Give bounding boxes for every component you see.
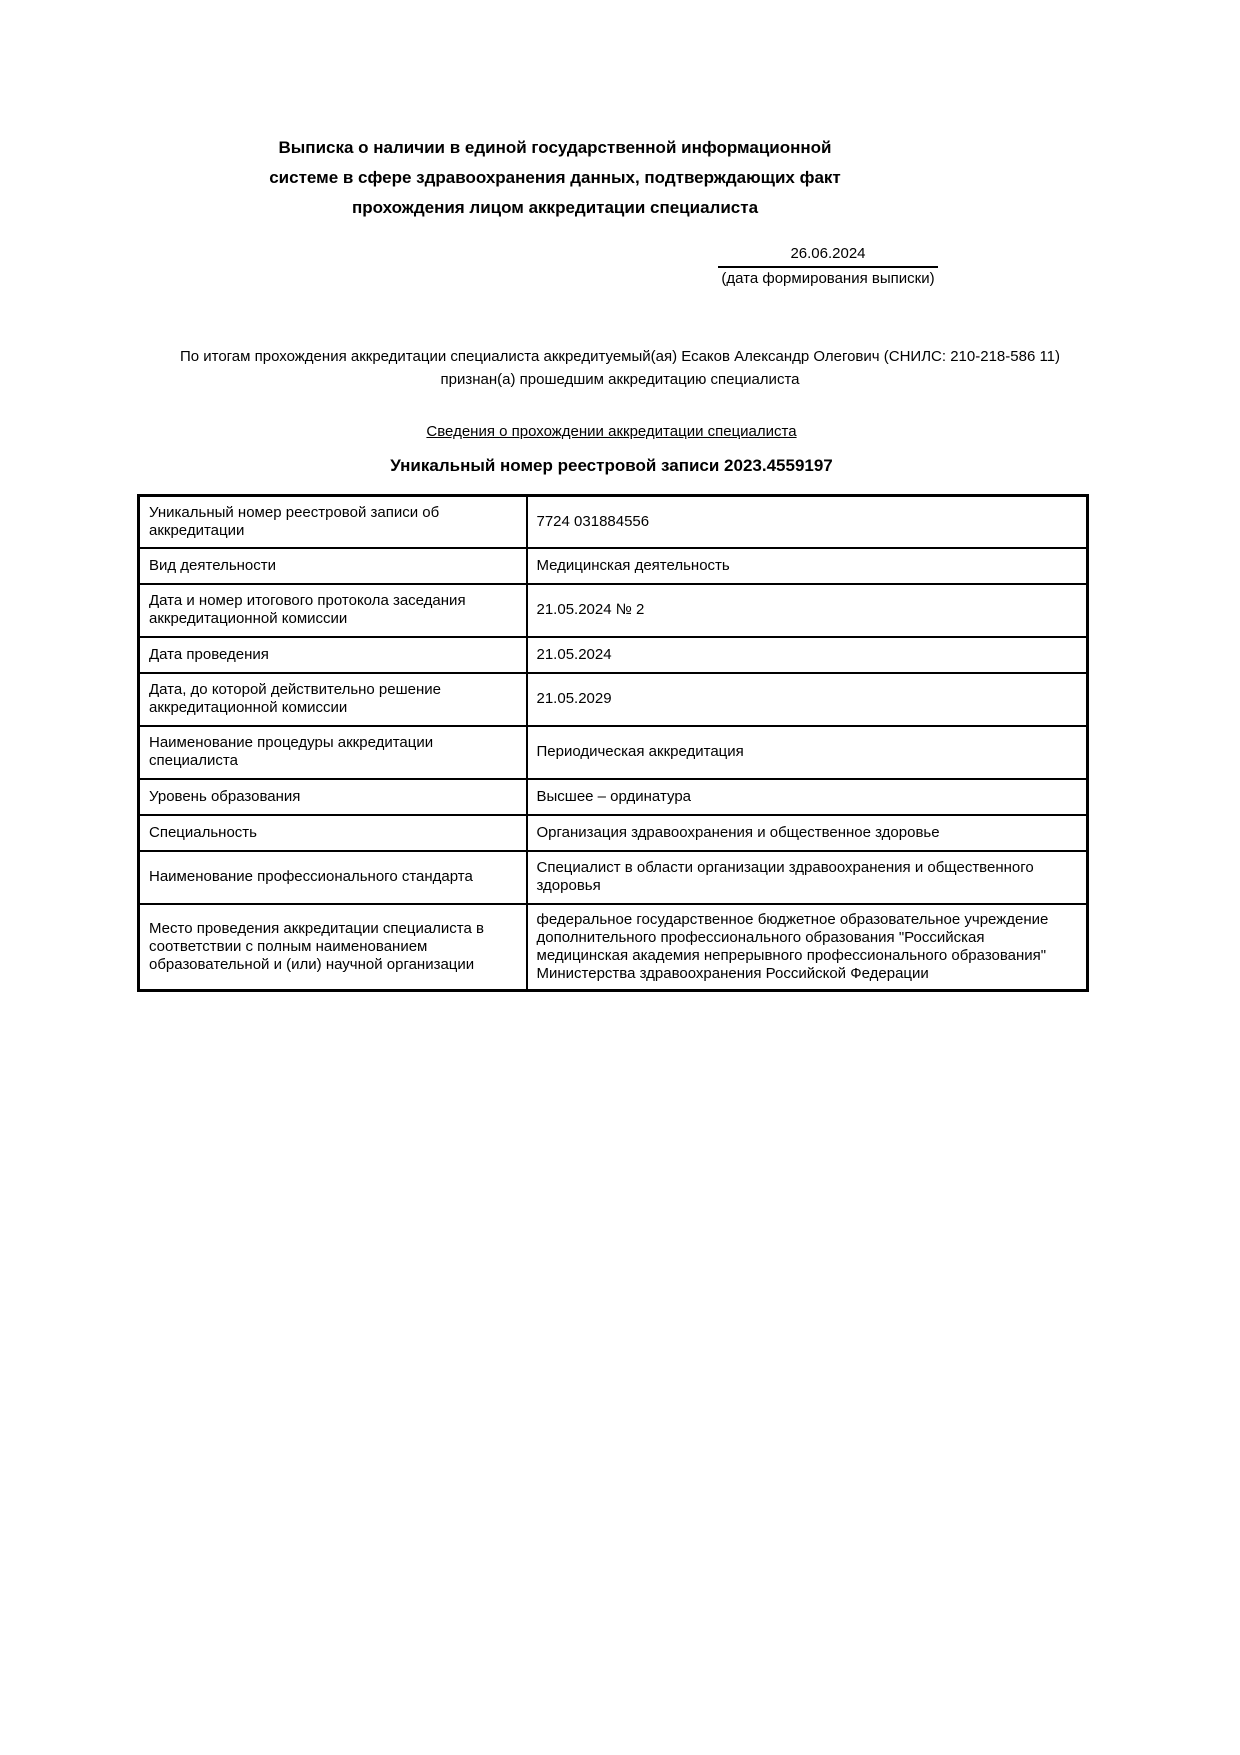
row-value-cell: федеральное государственное бюджетное образовательное учреждение дополнительного профессионального образования "Российская медицинская академия непрерывного профессионального образования" Министерства здравоохранения Российской Федерации bbox=[527, 904, 1088, 991]
table-row bbox=[139, 548, 1088, 584]
row-value-cell: 21.05.2024 № 2 bbox=[527, 584, 1088, 637]
registry-number-heading: Уникальный номер реестровой записи 2023.4559197 bbox=[390, 456, 833, 475]
document-title bbox=[137, 0, 973, 223]
table-row bbox=[139, 584, 1088, 637]
intro-line: По итогам прохождения аккредитации специалиста аккредитуемый(ая) Есаков Александр Олегович (СНИЛС: 210-218-586 11) bbox=[179, 348, 1061, 365]
issue-date-block bbox=[708, 245, 948, 289]
row-value-cell: 21.05.2024 bbox=[527, 637, 1088, 673]
table-row bbox=[139, 673, 1088, 726]
intro-line: признан(а) прошедшим аккредитацию специалиста bbox=[440, 371, 800, 388]
row-label-cell: Дата и номер итогового протокола заседания аккредитационной комиссии bbox=[139, 584, 527, 637]
row-value-cell: 21.05.2029 bbox=[527, 673, 1088, 726]
table-row bbox=[139, 851, 1088, 904]
table-row bbox=[139, 904, 1088, 991]
row-label-cell: Дата, до которой действительно решение аккредитационной комиссии bbox=[139, 673, 527, 726]
table-row bbox=[139, 496, 1088, 548]
row-value-cell: Высшее – ординатура bbox=[527, 779, 1088, 815]
row-label-cell: Дата проведения bbox=[139, 637, 527, 673]
row-value-cell: Медицинская деятельность bbox=[527, 548, 1088, 584]
accreditation-table bbox=[137, 494, 1089, 992]
row-label-cell: Наименование процедуры аккредитации специалиста bbox=[139, 726, 527, 779]
document-title-line: прохождения лицом аккредитации специалиста bbox=[351, 198, 759, 217]
intro-paragraph bbox=[120, 345, 1120, 391]
row-label-cell: Специальность bbox=[139, 815, 527, 851]
row-value-cell: Периодическая аккредитация bbox=[527, 726, 1088, 779]
issue-date-value: 26.06.2024 bbox=[718, 245, 938, 268]
table-row bbox=[139, 726, 1088, 779]
row-value-cell: Организация здравоохранения и общественное здоровье bbox=[527, 815, 1088, 851]
row-label-cell: Уровень образования bbox=[139, 779, 527, 815]
row-value-cell: 7724 031884556 bbox=[527, 496, 1088, 548]
document-title-line: системе в сфере здравоохранения данных, подтверждающих факт bbox=[269, 168, 841, 187]
row-label-cell: Место проведения аккредитации специалиста в соответствии с полным наименованием образовательной и (или) научной организации bbox=[139, 904, 527, 991]
row-label-cell: Вид деятельности bbox=[139, 548, 527, 584]
section-title: Сведения о прохождении аккредитации специалиста bbox=[426, 423, 797, 440]
document-title-line: Выписка о наличии в единой государственной информационной bbox=[278, 138, 832, 157]
row-label-cell: Наименование профессионального стандарта bbox=[139, 851, 527, 904]
issue-date-caption: (дата формирования выписки) bbox=[721, 270, 935, 287]
row-value-cell: Специалист в области организации здравоохранения и общественного здоровья bbox=[527, 851, 1088, 904]
table-row bbox=[139, 815, 1088, 851]
table-row bbox=[139, 779, 1088, 815]
table-row bbox=[139, 637, 1088, 673]
row-label-cell: Уникальный номер реестровой записи об аккредитации bbox=[139, 496, 527, 548]
